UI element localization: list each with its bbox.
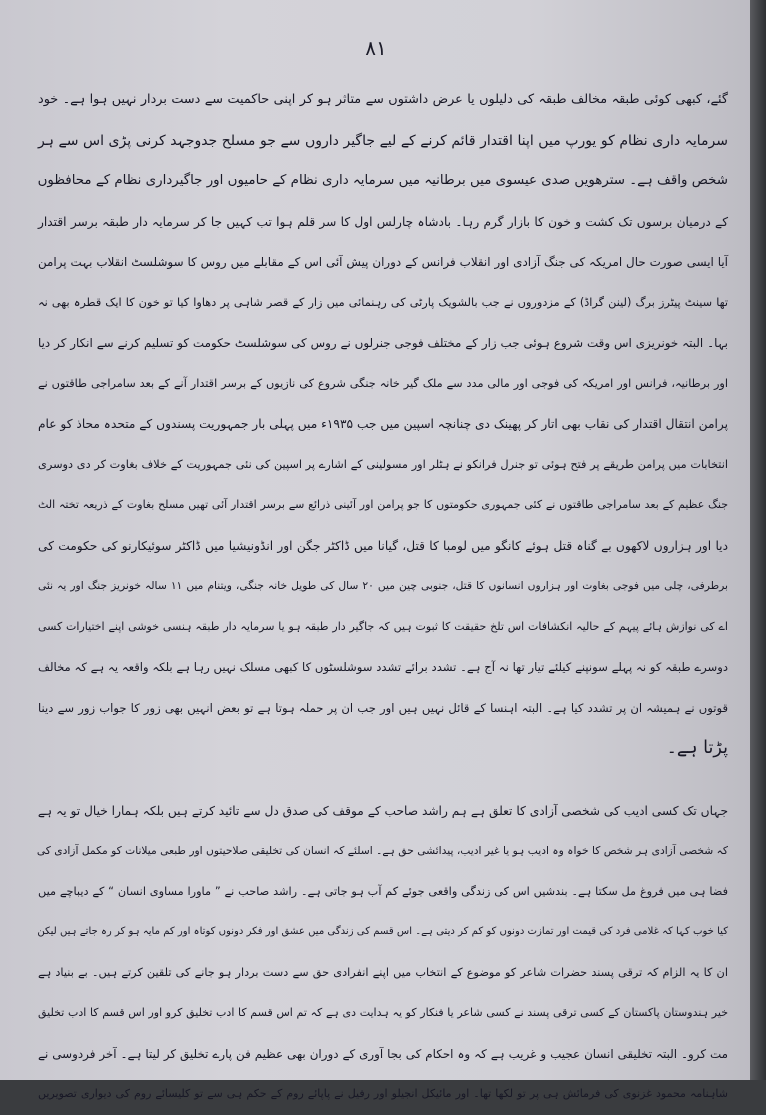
text-line: آیا ایسی صورت حال امریکہ کی جنگ آزادی اور انقلاب فرانس کے دوران پیش آئی اس کے مقابلے میں روس کا سوشلسٹ انقلاب بہت پرامن bbox=[38, 255, 728, 269]
text-line: دیا اور ہزاروں لاکھوں بے گناہ قتل ہوئے کانگو میں لومبا کا قتل، گیانا میں ڈاکٹر جگن اور انڈونیشیا میں ڈاکٹر سوئیکارنو کی حکومت کی bbox=[38, 538, 728, 553]
text-line: فضا ہی میں فروغ مل سکتا ہے۔ بندشیں اس کی زندگی واقعی جوئے کم آب ہو جاتی ہے۔ راشد صاحب نے ” ماورا مساوی انسان “ کے دیباچے میں bbox=[38, 884, 728, 898]
page-number: ۸۱ bbox=[365, 36, 387, 60]
text-line: برطرفی، چلی میں فوجی بغاوت اور ہزاروں انسانوں کا قتل، جنوبی چین میں ۲۰ سال کی طویل خانہ جنگی، ویتنام میں ۱۱ سالہ خونریز جنگ اور یہ نئی bbox=[38, 579, 728, 592]
text-line: خیر ہندوستان پاکستان کے کسی ترقی پسند نے کسی شاعر یا فنکار کو یہ ہدایت دی ہے کہ تم اس قسم کا ادب تخلیق کرو اور اس قسم کا ادب تخلیق bbox=[38, 1006, 728, 1019]
text-line: جنگ عظیم کے بعد سامراجی طاقتوں نے کئی جمہوری حکومتوں کا جو پرامن اور آئینی ذرائع سے برسر اقتدار آئی تھیں مسلح بغاوت کے ذریعہ تختہ الٹ bbox=[38, 498, 728, 511]
text-line: بہا۔ البتہ خونریزی اس وقت شروع ہوئی جب زار کے مختلف فوجی جنرلوں نے روس کی سوشلسٹ حکومت کو تسلیم کرنے سے انکار کر دیا bbox=[38, 336, 728, 350]
text-line: شخص واقف ہے۔ سترھویں صدی عیسوی میں برطانیہ میں سرمایہ داری نظام کے حامیوں اور جاگیرداری نظام کے محافظوں bbox=[37, 173, 728, 188]
text-line: کے درمیان برسوں تک کشت و خون کا بازار گرم رہا۔ بادشاہ چارلس اول کا سر قلم ہوا تب کہیں جا کر سرمایہ دار طبقہ برسر اقتدار bbox=[38, 214, 728, 229]
paragraph-1 bbox=[38, 80, 728, 769]
text-line: پڑتا ہے۔ bbox=[666, 738, 728, 758]
text-line: کیا خوب کہا کہ غلامی فرد کی قیمت اور تمازت دونوں کو کم کر دیتی ہے۔ اس قسم کی زندگی میں عشق اور فکر دونوں کوتاہ اور کم مایہ ہو کر رہ جاتے ہیں لیکن bbox=[37, 926, 728, 937]
paragraph-2 bbox=[38, 791, 728, 1115]
text-line: شاہنامہ محمود غزنوی کی فرمائش ہی پر تو لکھا تھا۔ اور مائیکل انجیلو اور رفیل نے پاپائے روم کے حکم ہی سے تو کلیسائے روم کی دیواری تصویریں bbox=[38, 1087, 728, 1100]
text-line: جہاں تک کسی ادیب کی شخصی آزادی کا تعلق ہے ہم راشد صاحب کے موقف کی صدق دل سے تائید کرتے ہیں بلکہ ہمارا خیال تو یہ ہے bbox=[37, 803, 728, 818]
text-line: مت کرو۔ البتہ تخلیقی انسان عجیب و غریب ہے کہ وہ احکام کی بجا آوری کے دوران بھی عظیم فن پارے تخلیق کر لیتا ہے۔ آخر فردوسی نے bbox=[38, 1046, 728, 1061]
text-line: پرامن انتقال اقتدار کی نقاب بھی اتار کر پھینک دی چنانچہ اسپین میں جب ۱۹۳۵ء میں پہلی بار جمہوریت پسندوں کے متحدہ محاذ کو عام bbox=[38, 417, 728, 431]
book-spine-edge bbox=[750, 0, 766, 1080]
text-line: سرمایہ داری نظام کو یورپ میں اپنا اقتدار قائم کرنے کے لیے جاگیر داروں سے جو مسلح جدوجہد کرنی پڑی اس سے ہر bbox=[38, 132, 728, 149]
text-line: انتخابات میں پرامن طریقے پر فتح ہوئی تو جنرل فرانکو نے ہٹلر اور مسولینی کے اشارے پر اسپین کی نئی جمہوریت کے خلاف بغاوت کر دی دوسری bbox=[38, 457, 728, 471]
text-line: اے کی نوازش ہائے پیہم کے حالیہ انکشافات اس تلخ حقیقت کا ثبوت ہیں کہ جاگیر دار طبقہ ہو یا سرمایہ دار طبقہ ہنسی خوشی اپنے اختیارات کسی bbox=[38, 619, 728, 633]
text-line: دوسرے طبقہ کو نہ پہلے سونپنے کیلئے تیار تھا نہ آج ہے۔ تشدد برائے تشدد سوشلسٹوں کا کبھی مسلک نہیں رہا ہے بلکہ واقعہ یہ ہے کہ مخالف bbox=[38, 660, 728, 674]
text-line: کہ شخصی آزادی ہر شخص کا خواہ وہ ادیب ہو یا غیر ادیب، پیدائشی حق ہے۔ اسلئے کہ انسان کی تخلیقی صلاحیتوں اور طبعی میلانات کو مکمل آزادی کی bbox=[36, 844, 728, 857]
text-line: تھا سینٹ پیٹرز برگ (لینن گراڈ) کے مزدوروں نے جب بالشویک پارٹی کی رہنمائی میں زار کے قصر شاہی پر دھاوا کیا تو خون کا ایک قطرہ بھی نہ bbox=[38, 295, 728, 309]
text-line: اور برطانیہ، فرانس اور امریکہ کی فوجی اور مالی مدد سے ملک گیر خانہ جنگی شروع کی نازیوں کے برسر اقتدار آنے کے بعد سامراجی طاقتوں نے bbox=[38, 376, 728, 390]
text-line: قوتوں نے ہمیشہ ان پر تشدد کیا ہے۔ البتہ اہنسا کے قائل نہیں ہیں اور جب ان پر حملہ ہوتا ہے تو بعض انہیں بھی زور کا جواب زور سے دینا bbox=[38, 700, 728, 715]
text-line: ان کا یہ الزام کہ ترقی پسند حضرات شاعر کو موضوع کے انتخاب میں اپنے انفرادی حق سے دست بردار ہو جانے کی تلقین کرتے ہیں۔ بے بنیاد ہے bbox=[38, 965, 728, 979]
body-text bbox=[38, 80, 728, 1115]
text-line: گئے، کبھی کوئی طبقہ مخالف طبقہ کی دلیلوں یا عرض داشتوں سے متاثر ہو کر اپنی حاکمیت سے دست بردار نہیں ہوا ہے۔ خود bbox=[38, 92, 728, 107]
